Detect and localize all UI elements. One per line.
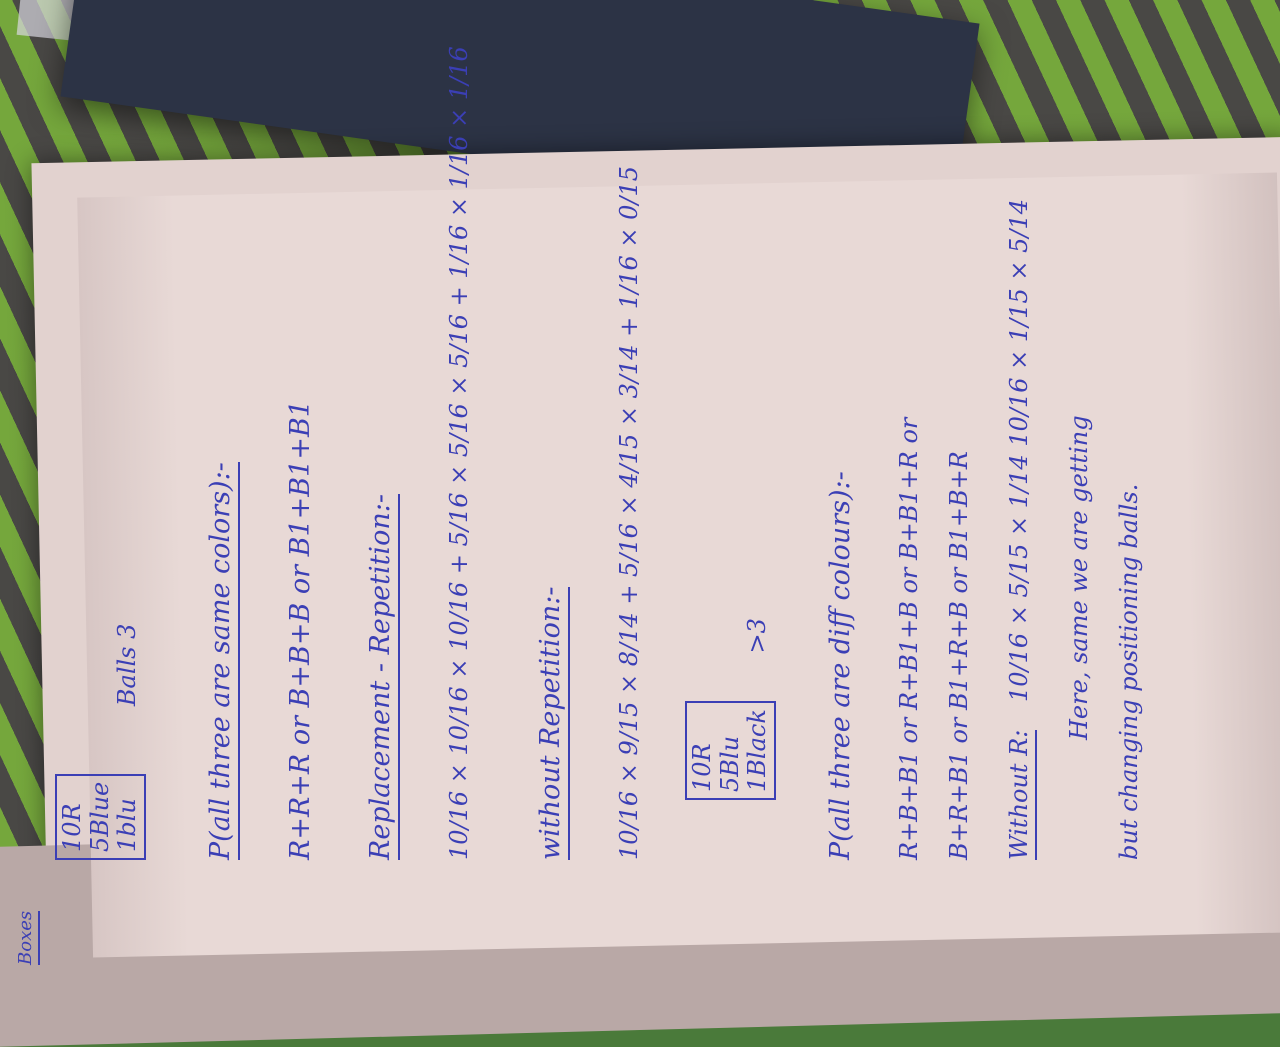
handwritten-notes [35, 46, 1165, 860]
p-all-same-heading: P(all three are same colors):- [205, 462, 240, 860]
replacement-heading: Replacement - Repetition:- [365, 494, 400, 860]
p-all-diff-heading: P(all three are diff colours):- [825, 471, 856, 860]
without-repetition-calculation: 10/16 × 9/15 × 8/14 + 5/16 × 4/15 × 3/14 + 1/16 × 0/15 [615, 166, 643, 860]
note-line-2: but changing positioning balls. [1115, 483, 1143, 860]
box1-contents: 10R 5Blue 1blu Balls 3 [55, 624, 146, 860]
case-diff-line-1: R+B+B1 or R+B1+B or B+B1+R or [895, 417, 923, 860]
corner-text: Boxes [15, 895, 75, 965]
replacement-calculation: 10/16 × 10/16 × 10/16 + 5/16 × 5/16 × 5/16 + 1/16 × 1/16 × 1/16 [445, 46, 473, 860]
without-r-line: Without R: 10/16 × 5/15 × 1/14 10/16 × 1/15 × 5/14 [1005, 199, 1033, 860]
case-diff-line-2: B+R+B1 or B1+R+B or B1+B+R [945, 451, 973, 860]
note-line-1: Here, same we are getting [1065, 415, 1093, 740]
box2-contents: 10R 5Blu 1Black >3 [685, 618, 776, 800]
case-same-colors: R+R+R or B+B+B or B1+B1+B1 [285, 400, 316, 860]
without-repetition-heading: without Repetition:- [535, 587, 570, 860]
